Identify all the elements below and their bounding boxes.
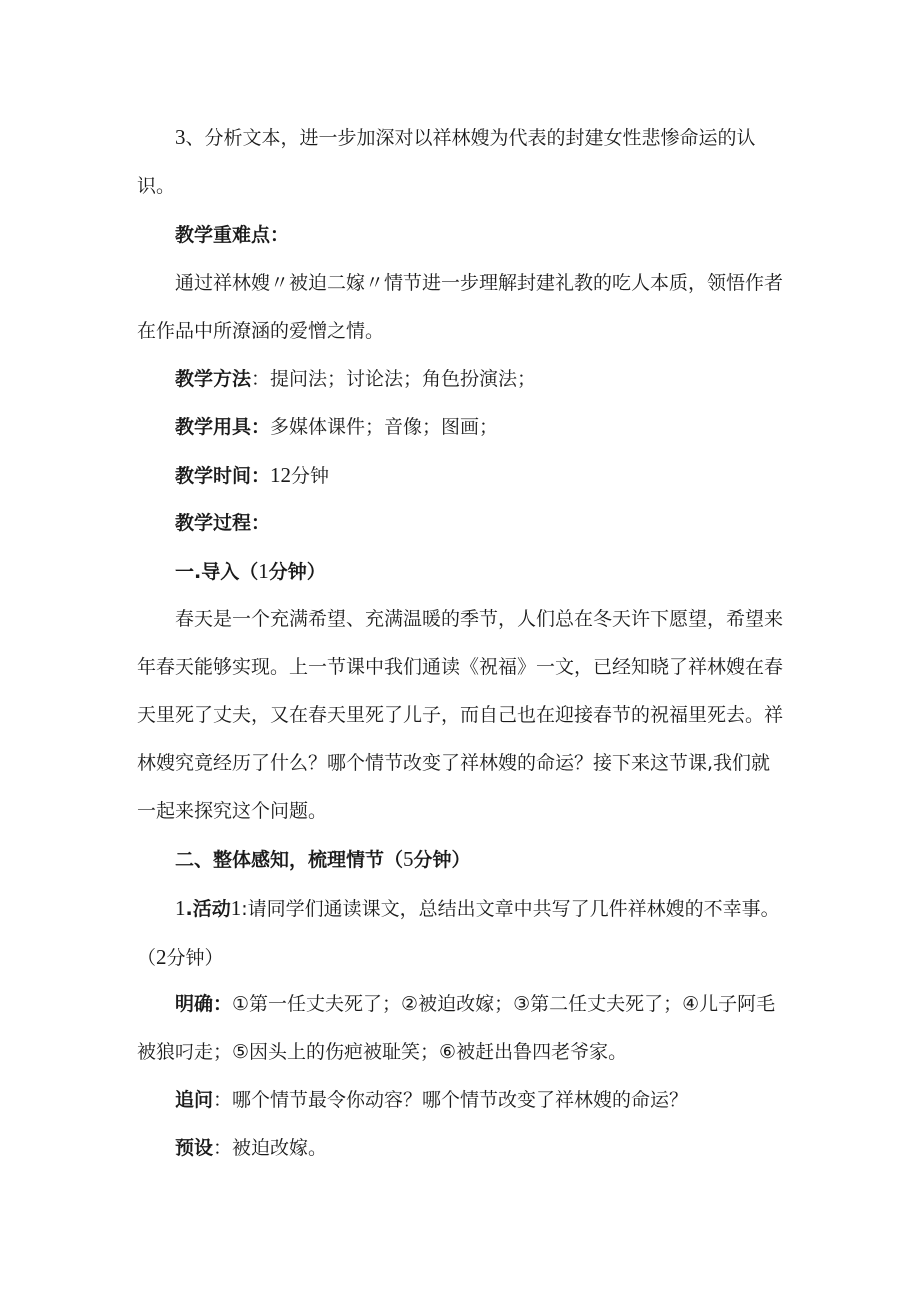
key-points-heading xyxy=(137,211,787,259)
section-1-heading-b: 分钟） xyxy=(268,561,326,583)
objective-text: 、分析文本，进一步加深对以祥林嫂为代表的封建女性悲惨命运的认识。 xyxy=(137,127,756,197)
preset-label: 预设 xyxy=(175,1137,214,1159)
key-points-label: 教学重难点： xyxy=(175,224,290,246)
methods-text: ：提问法；讨论法；角色扮演法； xyxy=(251,368,537,390)
section-2-heading-a: 二、整体感知，梳理情节（ xyxy=(175,849,404,871)
activity-minutes-unit: 分钟） xyxy=(166,947,224,969)
methods-label: 教学方法 xyxy=(175,368,252,390)
preset-answer xyxy=(137,1124,787,1172)
teaching-methods xyxy=(137,355,787,403)
process-label: 教学过程： xyxy=(175,512,271,534)
objective-number: 3 xyxy=(175,125,186,149)
activity-number: 1 xyxy=(230,896,242,920)
activity-1 xyxy=(137,884,787,982)
followup-question xyxy=(137,1076,787,1124)
section-1-heading xyxy=(137,547,787,596)
section-2-heading xyxy=(137,835,787,884)
section-1-heading-a: 一.导入（ xyxy=(175,561,259,583)
clarify xyxy=(137,980,787,1076)
clarify-text: ①第一任丈夫死了；②被迫改嫁；③第二任丈夫死了；④儿子阿毛被狼叼走；⑤因头上的伤疤被耻笑；⑥被赶出鲁四老爷家。 xyxy=(137,993,776,1063)
objective-3 xyxy=(137,113,787,210)
activity-text: :请同学们通读课文，总结出文章中共写了几件祥林嫂的不幸事。（ xyxy=(137,898,780,969)
followup-text: ：哪个情节最令你动容？哪个情节改变了祥林嫂的命运？ xyxy=(213,1089,689,1111)
activity-item-number: 1 xyxy=(175,896,186,920)
key-points-body xyxy=(137,259,787,355)
section-1-minutes: 1 xyxy=(258,559,269,583)
key-points-text: 通过祥林嫂〃被迫二嫁〃情节进一步理解封建礼教的吃人本质，领悟作者在作品中所潦涵的爱憎之情。 xyxy=(137,272,784,342)
teaching-process xyxy=(137,499,787,547)
preset-text: ：被迫改嫁。 xyxy=(213,1137,328,1159)
section-2-minutes: 5 xyxy=(403,847,414,871)
tools-label: 教学用具： xyxy=(175,416,271,438)
time-label: 教学时间： xyxy=(175,465,271,487)
section-1-body xyxy=(137,595,787,835)
tools-text: 多媒体课件；音像；图画； xyxy=(270,416,499,438)
teaching-tools xyxy=(137,403,787,451)
clarify-label: 明确： xyxy=(175,993,233,1015)
time-number: 12 xyxy=(270,463,292,487)
section-2-heading-b: 分钟） xyxy=(413,849,471,871)
section-1-text: 春天是一个充满希望、充满温暖的季节，人们总在冬天许下愿望，希望来年春天能够实现。上一节课中我们通读《祝福》一文，已经知晓了祥林嫂在春天里死了丈夫，又在春天里死了儿子，而自己也在迎接春节的祝福里死去。祥林嫂究竟经历了什么？哪个情节改变了祥林嫂的命运？接下来这节课,我们就一起来探究这个问题。 xyxy=(137,608,784,822)
teaching-time xyxy=(137,451,787,500)
followup-label: 追问 xyxy=(175,1089,214,1111)
activity-minutes: 2 xyxy=(156,945,167,969)
activity-label: .活动 xyxy=(185,898,231,920)
time-unit: 分钟 xyxy=(291,465,330,487)
